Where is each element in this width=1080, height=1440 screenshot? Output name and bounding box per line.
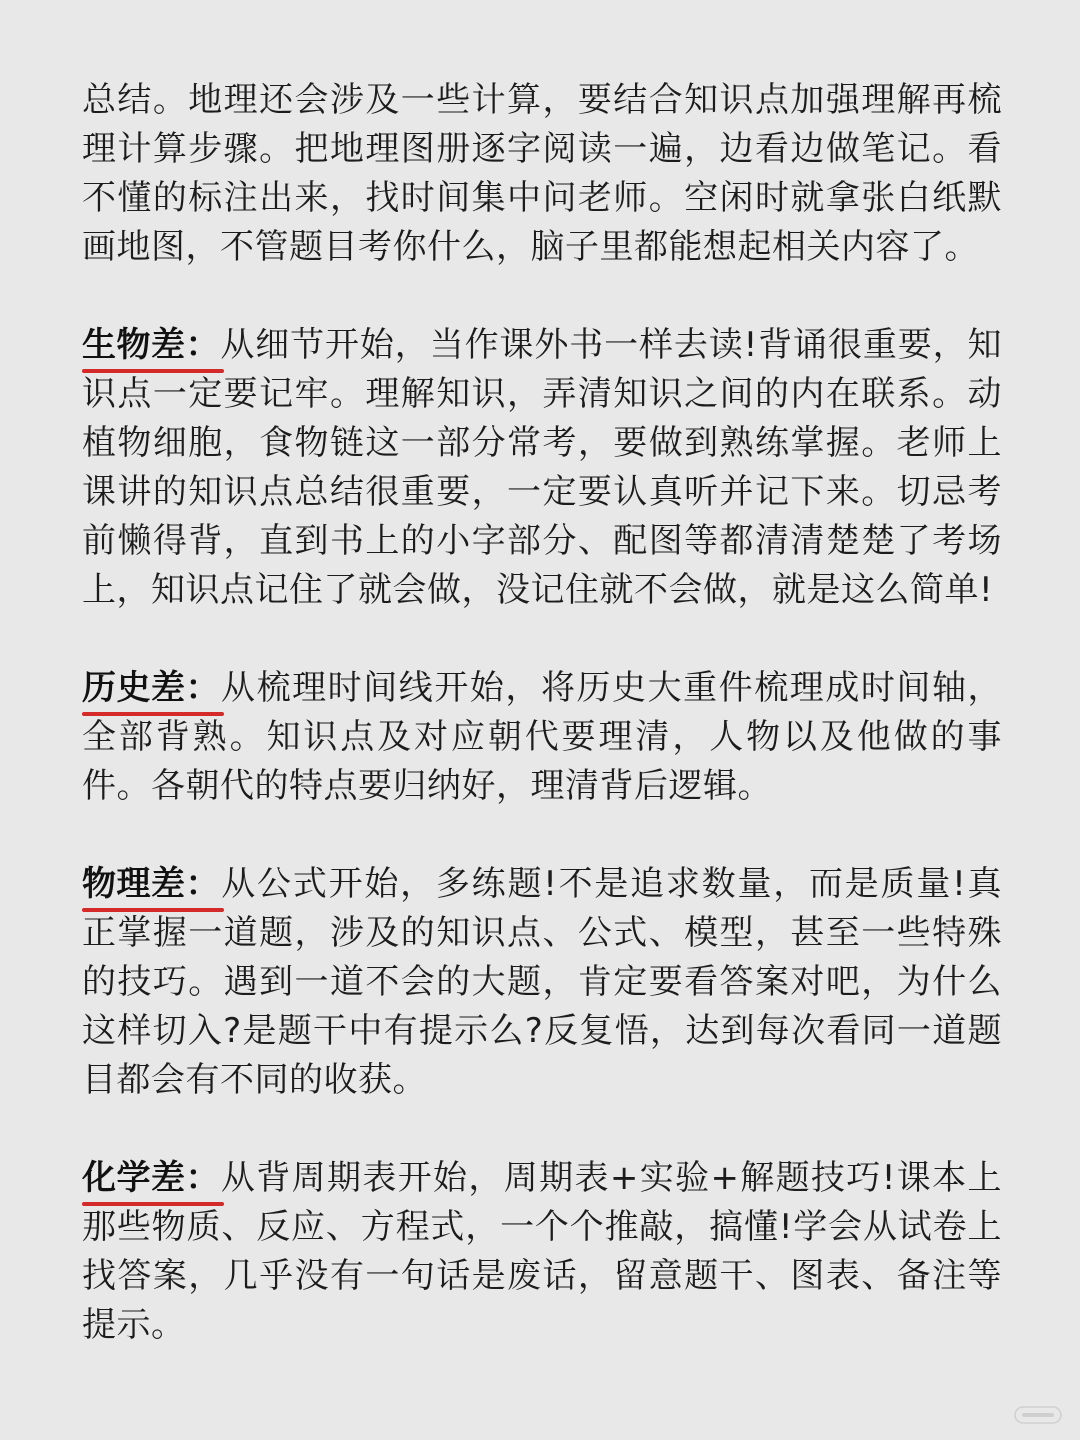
section-label: 历史差： [82,664,220,713]
section-text: 从细节开始，当作课外书一样去读!背诵很重要，知识点一定要记牢。理解知识，弄清知识之间的内在联系。动植物细胞，食物链这一部分常考，要做到熟练掌握。老师上课讲的知识点总结很重要，一定要认真听并记下来。切忌考前懒得背，直到书上的小字部分、配图等都清清楚楚了考场上，知识点记住了就会做，没记住就不会做，就是这么简单! [82,325,1002,610]
xiaohongshu-watermark-icon [1014,1404,1062,1426]
section-biology [82,321,1002,615]
section-text: 从背周期表开始，周期表+实验+解题技巧!课本上那些物质、反应、方程式，一个个推敲，搞懂!学会从试卷上找答案，几乎没有一句话是废话，留意题干、图表、备注等提示。 [82,1158,1002,1345]
intro-paragraph: 总结。地理还会涉及一些计算，要结合知识点加强理解再梳理计算步骤。把地理图册逐字阅读一遍，边看边做笔记。看不懂的标注出来，找时间集中问老师。空闲时就拿张白纸默画地图，不管题目考你什么，脑子里都能想起相关内容了。 [82,80,1002,267]
section-paragraph [82,1154,1002,1350]
section-paragraph [82,321,1002,615]
article-body [82,76,1002,1399]
section-label: 物理差： [82,860,220,909]
section-label: 生物差： [82,321,220,370]
section-label: 化学差： [82,1154,220,1203]
section-chemistry [82,1154,1002,1350]
section-history [82,664,1002,811]
section-paragraph [82,664,1002,811]
section-paragraph [82,860,1002,1105]
section-text: 从梳理时间线开始，将历史大重件梳理成时间轴，全部背熟。知识点及对应朝代要理清，人物以及他做的事件。各朝代的特点要归纳好，理清背后逻辑。 [82,668,1002,806]
section-text: 从公式开始，多练题!不是追求数量，而是质量!真正掌握一道题，涉及的知识点、公式、模型，甚至一些特殊的技巧。遇到一道不会的大题，肯定要看答案对吧，为什么这样切入?是题干中有提示么?反复悟，达到每次看同一道题目都会有不同的收获。 [82,864,1002,1100]
section-physics [82,860,1002,1105]
